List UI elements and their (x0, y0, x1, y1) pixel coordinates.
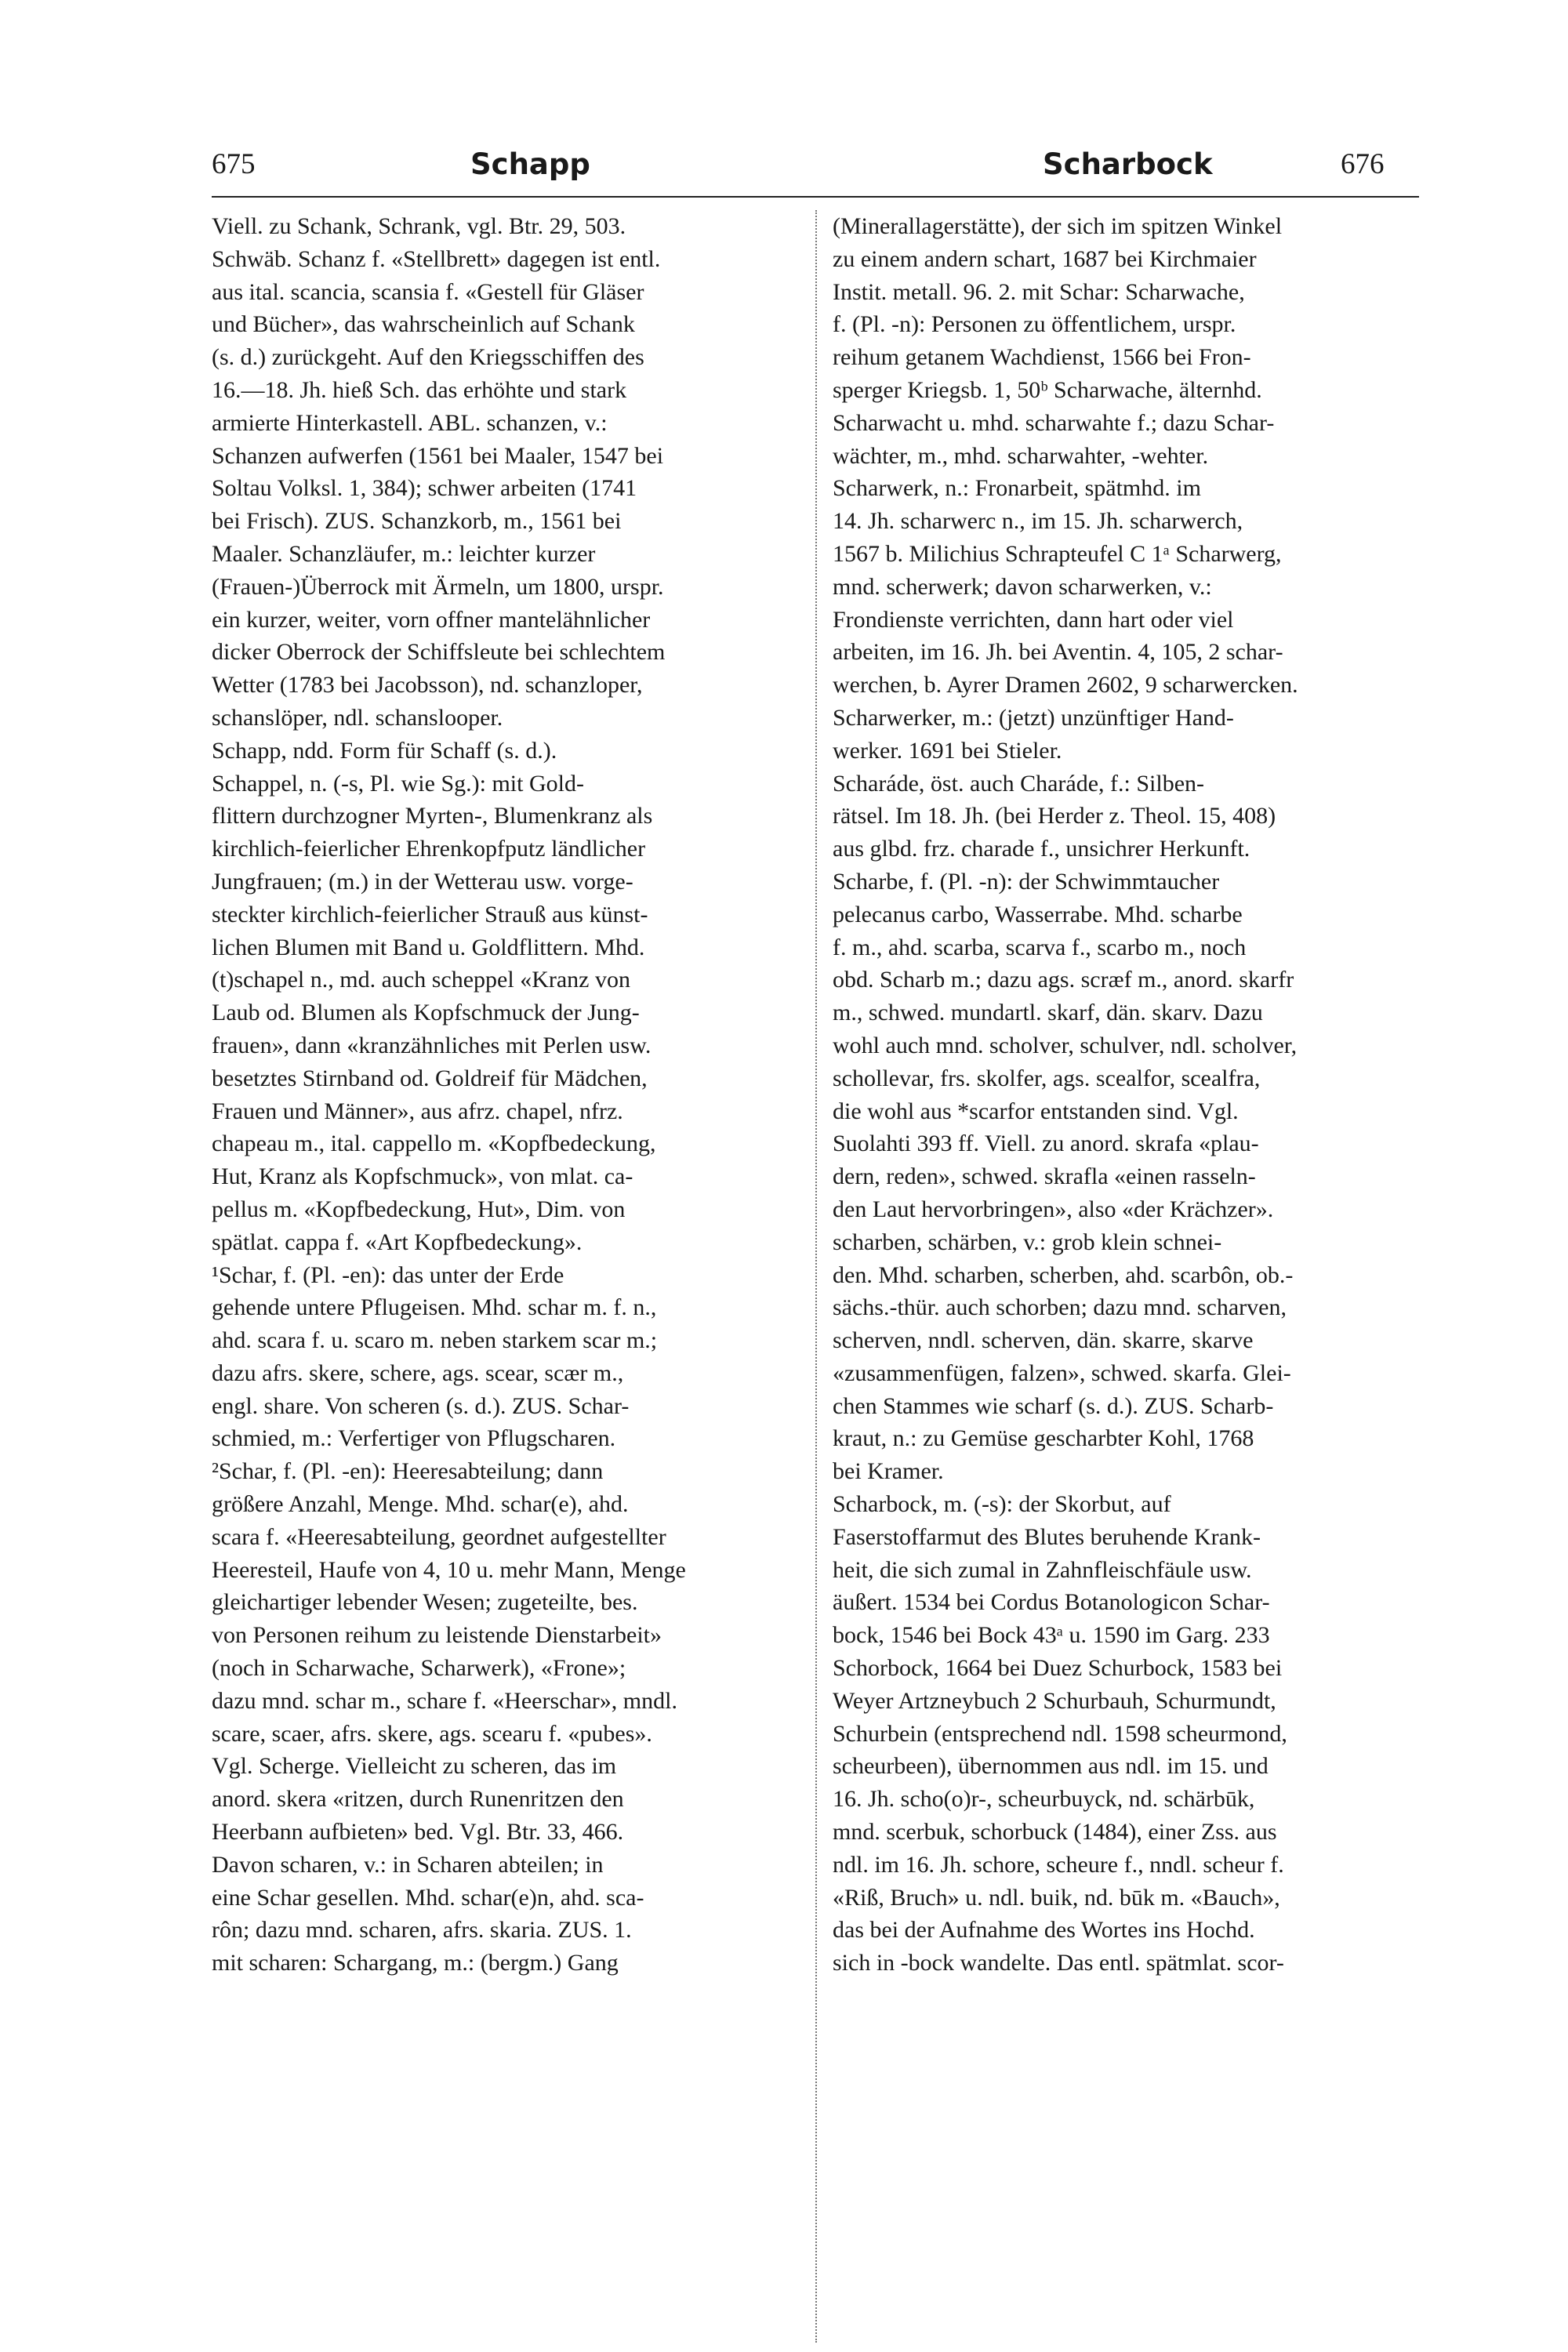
text-line: kirchlich-feierlicher Ehrenkopfputz ländlicher (212, 836, 646, 862)
text-line: sich in -bock wandelte. Das entl. spätmlat. scor- (833, 1950, 1284, 1976)
text-line: heit, die sich zumal in Zahnfleischfäule usw. (833, 1556, 1252, 1583)
text-line: mnd. scerbuk, schorbuck (1484), einer Zss. aus (833, 1819, 1277, 1846)
text-line: Schurbein (entsprechend ndl. 1598 scheurmond, (833, 1720, 1287, 1747)
text-line: äußert. 1534 bei Cordus Botanologicon Schar- (833, 1589, 1270, 1616)
text-line: dern, reden», schwed. skrafla «einen rasseln- (833, 1163, 1256, 1190)
text-line: lichen Blumen mit Band u. Goldflittern. Mhd. (212, 934, 645, 960)
text-line: Heerbann aufbieten» bed. Vgl. Btr. 33, 466. (212, 1819, 624, 1846)
text-line: 16.—18. Jh. hieß Sch. das erhöhte und stark (212, 376, 627, 403)
text-line: scare, scaer, afrs. skere, ags. scearu f. «pubes». (212, 1720, 652, 1747)
text-line: «zusammenfügen, falzen», schwed. skarfa. Glei- (833, 1359, 1291, 1386)
text-line: von Personen reihum zu leistende Dienstarbeit» (212, 1622, 662, 1649)
text-line: den. Mhd. scharben, scherben, ahd. scarbôn, ob.- (833, 1261, 1294, 1288)
text-line: steckter kirchlich-feierlicher Strauß aus künst- (212, 901, 648, 927)
text-line: m., schwed. mundartl. skarf, dän. skarv. Dazu (833, 1000, 1263, 1026)
text-line: werker. 1691 bei Stieler. (833, 737, 1062, 764)
text-line: Scharbe, f. (Pl. -n): der Schwimmtaucher (833, 868, 1220, 895)
text-line: ²Schar, f. (Pl. -en): Heeresabteilung; dann (212, 1458, 604, 1485)
header-rule (212, 196, 1419, 198)
text-line: zu einem andern schart, 1687 bei Kirchmaier (833, 245, 1257, 272)
text-line: größere Anzahl, Menge. Mhd. schar(e), ahd. (212, 1491, 629, 1518)
text-line: schmied, m.: Verfertiger von Pflugscharen. (212, 1425, 616, 1452)
text-line: besetztes Stirnband od. Goldreif für Mädchen, (212, 1065, 648, 1091)
text-line: schollevar, frs. skolfer, ags. scealfor, scealfra, (833, 1065, 1261, 1091)
text-line: werchen, b. Ayrer Dramen 2602, 9 scharwercken. (833, 672, 1298, 699)
text-line: scheurbeen), übernommen aus ndl. im 15. und (833, 1753, 1269, 1780)
text-line: ahd. scara f. u. scaro m. neben starkem scar m.; (212, 1327, 658, 1354)
text-line: rôn; dazu mnd. scharen, afrs. skaria. ZUS. 1. (212, 1917, 632, 1944)
text-line: Instit. metall. 96. 2. mit Schar: Scharwache, (833, 278, 1245, 305)
text-line: f. (Pl. -n): Personen zu öffentlichem, urspr. (833, 311, 1236, 338)
text-line: dicker Oberrock der Schiffsleute bei schlechtem (212, 639, 666, 666)
text-line: aus glbd. frz. charade f., unsichrer Herkunft. (833, 836, 1250, 862)
text-line: mnd. scherwerk; davon scharwerken, v.: (833, 573, 1212, 600)
text-line: ¹Schar, f. (Pl. -en): das unter der Erde (212, 1261, 564, 1288)
text-line: f. m., ahd. scarba, scarva f., scarbo m., noch (833, 934, 1247, 960)
text-line: Davon scharen, v.: in Scharen abteilen; in (212, 1851, 604, 1878)
text-line: bei Kramer. (833, 1458, 944, 1485)
right-page-number: 676 (1341, 148, 1385, 180)
text-line: Soltau Volksl. 1, 384); schwer arbeiten (1741 (212, 475, 637, 502)
text-line: spätlat. cappa f. «Art Kopfbedeckung». (212, 1229, 583, 1255)
text-line: wächter, m., mhd. scharwahter, -wehter. (833, 442, 1209, 469)
text-line: ein kurzer, weiter, vorn offner mantelähnlicher (212, 606, 651, 633)
text-line: aus ital. scancia, scansia f. «Gestell für Gläser (212, 278, 644, 305)
text-line: (s. d.) zurückgeht. Auf den Kriegsschiffen des (212, 344, 644, 371)
text-line: Frauen und Männer», aus afrz. chapel, nfrz. (212, 1098, 623, 1124)
text-line: Faserstoffarmut des Blutes beruhende Krank- (833, 1523, 1261, 1550)
text-line: obd. Scharb m.; dazu ags. scræf m., anord. skarfr (833, 967, 1294, 993)
text-line: Schapp, ndd. Form für Schaff (s. d.). (212, 737, 557, 764)
text-line: ndl. im 16. Jh. schore, scheure f., nndl. scheur f. (833, 1851, 1284, 1878)
text-line: den Laut hervorbringen», also «der Krächzer». (833, 1196, 1274, 1222)
text-line: Suolahti 393 ff. Viell. zu anord. skrafa «plau- (833, 1131, 1259, 1157)
text-line: frauen», dann «kranzähnliches mit Perlen usw. (212, 1032, 652, 1058)
left-running-headword: Schapp (470, 147, 590, 181)
text-line: Scharwerker, m.: (jetzt) unzünftiger Hand- (833, 704, 1234, 731)
text-line: Scharbock, m. (-s): der Skorbut, auf (833, 1491, 1171, 1518)
text-line: sperger Kriegsb. 1, 50ᵇ Scharwache, älternhd. (833, 376, 1262, 403)
text-line: (Minerallagerstätte), der sich im spitzen Winkel (833, 213, 1283, 239)
text-line: (t)schapel n., md. auch scheppel «Kranz von (212, 967, 630, 993)
text-line: anord. skera «ritzen, durch Runenritzen den (212, 1786, 624, 1813)
text-line: Vgl. Scherge. Vielleicht zu scheren, das im (212, 1753, 617, 1780)
text-line: Schanzen aufwerfen (1561 bei Maaler, 1547 bei (212, 442, 664, 469)
text-line: Laub od. Blumen als Kopfschmuck der Jung- (212, 1000, 640, 1026)
text-line: rätsel. Im 18. Jh. (bei Herder z. Theol. 15, 408) (833, 803, 1276, 829)
text-line: gleichartiger lebender Wesen; zugeteilte, bes. (212, 1589, 638, 1616)
text-line: Scharwacht u. mhd. scharwahte f.; dazu Schar- (833, 409, 1275, 436)
right-running-headword: Scharbock (1043, 147, 1213, 181)
text-line: flittern durchzogner Myrten-, Blumenkranz als (212, 803, 653, 829)
text-line: pelecanus carbo, Wasserrabe. Mhd. scharbe (833, 901, 1243, 927)
text-line: Scharáde, öst. auch Charáde, f.: Silben- (833, 770, 1205, 797)
text-line: Heeresteil, Haufe von 4, 10 u. mehr Mann, Menge (212, 1556, 686, 1583)
text-line: Viell. zu Schank, Schrank, vgl. Btr. 29, 503. (212, 213, 626, 239)
left-column (212, 210, 800, 1980)
text-line: chapeau m., ital. cappello m. «Kopfbedeckung, (212, 1131, 656, 1157)
text-line: gehende untere Pflugeisen. Mhd. schar m. f. n., (212, 1294, 657, 1321)
text-line: (noch in Scharwache, Scharwerk), «Frone»; (212, 1655, 626, 1682)
text-line: scara f. «Heeresabteilung, geordnet aufgestellter (212, 1523, 666, 1550)
text-line: kraut, n.: zu Gemüse gescharbter Kohl, 1768 (833, 1425, 1254, 1452)
right-column (833, 210, 1421, 1980)
text-line: wohl auch mnd. scholver, schulver, ndl. scholver, (833, 1032, 1298, 1058)
text-line: mit scharen: Schargang, m.: (bergm.) Gang (212, 1950, 619, 1976)
text-line: reihum getanem Wachdienst, 1566 bei Fron- (833, 344, 1251, 371)
text-line: Schwäb. Schanz f. «Stellbrett» dagegen ist entl. (212, 245, 661, 272)
text-line: dazu afrs. skere, schere, ags. scear, scær m., (212, 1359, 624, 1386)
text-line: Schappel, n. (-s, Pl. wie Sg.): mit Gold- (212, 770, 584, 797)
text-line: 14. Jh. scharwerc n., im 15. Jh. scharwerch, (833, 508, 1243, 535)
text-line: die wohl aus *scarfor entstanden sind. Vgl. (833, 1098, 1239, 1124)
text-line: scharben, schärben, v.: grob klein schnei- (833, 1229, 1222, 1255)
text-line: (Frauen-)Überrock mit Ärmeln, um 1800, urspr. (212, 573, 664, 600)
text-line: Hut, Kranz als Kopfschmuck», von mlat. ca- (212, 1163, 633, 1190)
text-line: Weyer Artzneybuch 2 Schurbauh, Schurmundt, (833, 1687, 1276, 1714)
text-line: Schorbock, 1664 bei Duez Schurbock, 1583 bei (833, 1655, 1283, 1682)
text-line: arbeiten, im 16. Jh. bei Aventin. 4, 105, 2 schar- (833, 639, 1283, 666)
text-line: Jungfrauen; (m.) in der Wetterau usw. vorge- (212, 868, 633, 895)
text-line: pellus m. «Kopfbedeckung, Hut», Dim. von (212, 1196, 626, 1222)
text-line: 16. Jh. scho(o)r-, scheurbuyck, nd. schärbūk, (833, 1786, 1255, 1813)
text-line: das bei der Aufnahme des Wortes ins Hochd. (833, 1917, 1255, 1944)
text-line: bei Frisch). ZUS. Schanzkorb, m., 1561 bei (212, 508, 622, 535)
page-header (212, 147, 1419, 194)
text-line: Scharwerk, n.: Fronarbeit, spätmhd. im (833, 475, 1201, 502)
text-line: armierte Hinterkastell. ABL. schanzen, v.: (212, 409, 608, 436)
text-line: und Bücher», das wahrscheinlich auf Schank (212, 311, 635, 338)
text-line: «Riß, Bruch» u. ndl. buik, nd. būk m. «Bauch», (833, 1884, 1280, 1911)
text-line: 1567 b. Milichius Schrapteufel C 1ᵃ Scharwerg, (833, 540, 1282, 567)
text-line: chen Stammes wie scharf (s. d.). ZUS. Scharb- (833, 1392, 1274, 1419)
text-line: sächs.-thür. auch schorben; dazu mnd. scharven, (833, 1294, 1287, 1321)
text-line: Wetter (1783 bei Jacobsson), nd. schanzloper, (212, 672, 643, 699)
text-line: scherven, nndl. scherven, dän. skarre, skarve (833, 1327, 1254, 1354)
column-divider (815, 210, 818, 2343)
text-line: engl. share. Von scheren (s. d.). ZUS. Schar- (212, 1392, 630, 1419)
left-page-number: 675 (212, 148, 256, 180)
text-line: eine Schar gesellen. Mhd. schar(e)n, ahd. sca- (212, 1884, 644, 1911)
text-line: dazu mnd. schar m., schare f. «Heerschar», mndl. (212, 1687, 677, 1714)
text-line: Maaler. Schanzläufer, m.: leichter kurzer (212, 540, 596, 567)
text-line: bock, 1546 bei Bock 43ᵃ u. 1590 im Garg. 233 (833, 1622, 1270, 1649)
text-line: Frondienste verrichten, dann hart oder viel (833, 606, 1234, 633)
text-line: schanslöper, ndl. schanslooper. (212, 704, 503, 731)
